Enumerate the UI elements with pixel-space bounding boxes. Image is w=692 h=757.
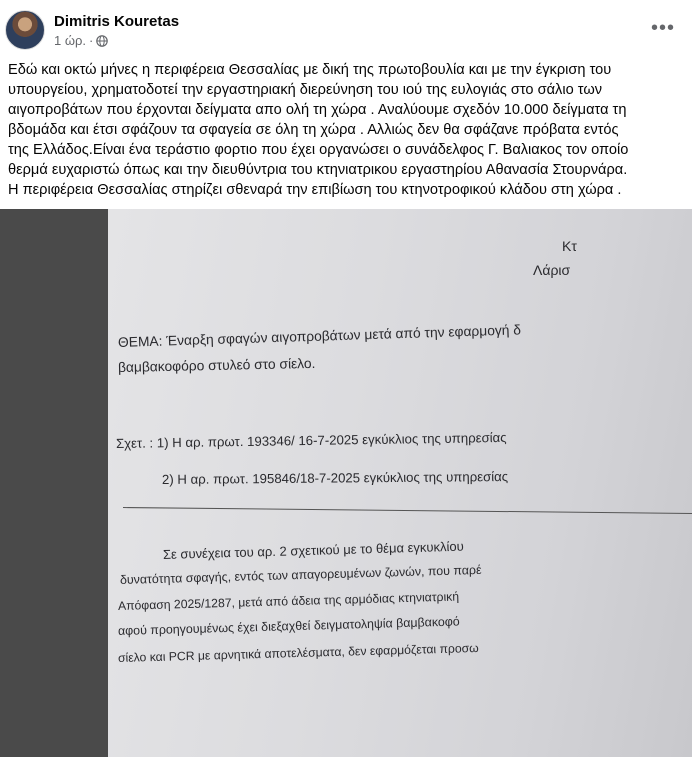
post-text-line: αιγοπροβάτων που έρχονται δείγματα απο ολή τη χώρα . Αναλύουμε σχεδόν 10.000 δείγματα τη bbox=[8, 102, 627, 118]
post-text bbox=[8, 60, 688, 200]
meta-separator: · bbox=[89, 33, 94, 48]
author-name[interactable]: Dimitris Kouretas bbox=[54, 13, 180, 30]
post-header bbox=[0, 0, 692, 60]
post-text-line: Εδώ και οκτώ μήνες η περιφέρεια Θεσσαλίας με δική της πρωτοβουλία και με την έγκριση του bbox=[8, 62, 612, 78]
globe-icon bbox=[96, 35, 108, 47]
more-options-button[interactable]: ••• bbox=[650, 16, 675, 39]
document-body-line: δυνατότητα σφαγής, εντός των απαγορευμένων ζωνών, που παρέ bbox=[119, 562, 482, 587]
post-text-line: βδομάδα και έτσι σφάζουν τα σφαγεία σε όλη τη χώρα . Αλλιώς δεν θα σφάζανε πρόβατα εντός bbox=[8, 122, 619, 138]
document-header-line: Κτ bbox=[562, 238, 577, 254]
post-text-line: υπουργείου, χρηματοδοτεί την εργαστηριακή διερεύνηση του ιού της ευλογιάς στο σάλιο των bbox=[8, 82, 603, 98]
post-meta bbox=[54, 33, 108, 48]
document-body-line: σίελο και PCR με αρνητικά αποτελέσματα, δεν εφαρμόζεται προσω bbox=[117, 640, 479, 665]
document-header-line: Λάρισ bbox=[533, 262, 571, 278]
post-text-line: θερμά ευχαριστώ όπως και την διευθύντρια του κτηνιατρικου εργαστηρίου Αθανασία Στουρνάρα. bbox=[8, 162, 628, 178]
post-text-line: Η περιφέρεια Θεσσαλίας στηρίζει σθεναρά την επιβίωση του κτηνοτροφικού κλάδου στη χώρα . bbox=[8, 182, 622, 198]
document-subject-line: βαμβακοφόρο στυλεό στο σίελο. bbox=[117, 355, 316, 375]
avatar[interactable] bbox=[5, 10, 45, 50]
document-subject-line: ΘΕΜΑ: Έναρξη σφαγών αιγοπροβάτων μετά από την εφαρμογή δ bbox=[117, 322, 522, 350]
post-time[interactable]: 1 ώρ. bbox=[54, 33, 86, 48]
document-reference-line: Σχετ. : 1) Η αρ. πρωτ. 193346/ 16-7-2025 εγκύκλιος της υπηρεσίας bbox=[115, 429, 507, 451]
document-body-line: αφού προηγουμένως έχει διεξαχθεί δειγματοληψία βαμβακοφό bbox=[117, 614, 460, 638]
document-body-line: Σε συνέχεια του αρ. 2 σχετικού με το θέμα εγκυκλίου bbox=[162, 538, 464, 562]
post-text-line: της Ελλάδος.Είναι ένα τεράστιο φορτιο που έχει οργανώσει ο συνάδελφος Γ. Βαλιακος τον οποίο bbox=[8, 142, 629, 158]
document-reference-line: 2) Η αρ. πρωτ. 195846/18-7-2025 εγκύκλιος της υπηρεσίας bbox=[161, 468, 509, 487]
document-body-line: Απόφαση 2025/1287, μετά από άδεια της αρμόδιας κτηνιατρική bbox=[117, 589, 460, 613]
